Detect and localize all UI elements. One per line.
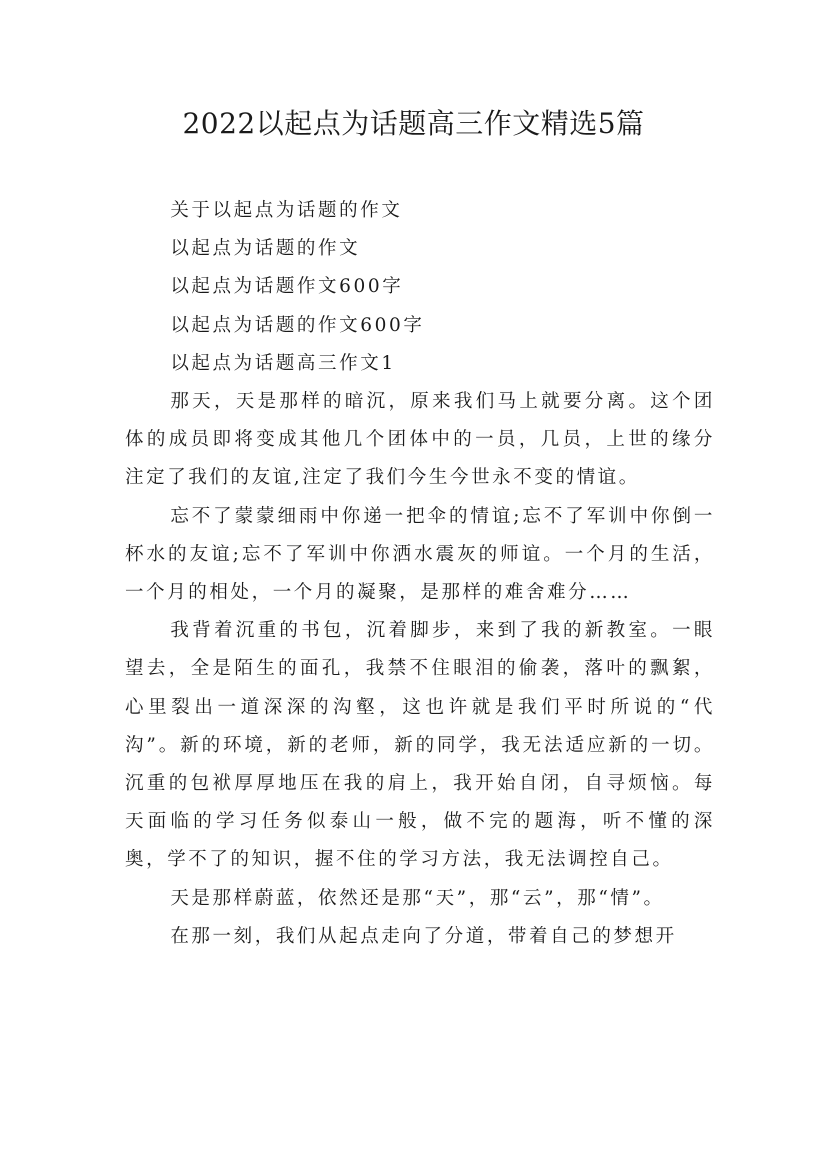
section-heading: 以起点为话题高三作文1 [170,352,396,374]
toc-item: 以起点为话题的作文 [170,238,361,260]
body-paragraph: 天是那样蔚蓝，依然还是那“天”，那“云”，那“情”。 [170,887,665,909]
body-paragraph: 我背着沉重的书包，沉着脚步，来到了我的新教室。一眼望去，全是陌生的面孔，我禁不住眼泪的偷袭，落叶的飘絮，心里裂出一道深深的沟壑，这也许就是我们平时所说的“代沟”。新的环境，新的老师，新的同学，我无法适应新的一切。沉重的包袱厚厚地压在我的肩上，我开始自闭，自寻烦恼。每天面临的学习任务似泰山一般，做不完的题海，听不懂的深奥，学不了的知识，握不住的学习方法，我无法调控自己。 [125,620,715,871]
body-paragraph: 那天，天是那样的暗沉，原来我们马上就要分离。这个团体的成员即将变成其他几个团体中的一员，几员，上世的缘分注定了我们的友谊,注定了我们今生今世永不变的情谊。 [125,391,715,489]
toc-item: 关于以起点为话题的作文 [170,200,403,221]
body-paragraph: 在那一刻，我们从起点走向了分道，带着自己的梦想开 [170,925,677,947]
toc-item: 以起点为话题的作文600字 [170,314,425,336]
toc-item: 以起点为话题作文600字 [170,276,404,298]
document-title: 2022以起点为话题高三作文精选5篇 [182,107,645,140]
document-body [125,192,715,956]
body-paragraph: 忘不了蒙蒙细雨中你递一把伞的情谊;忘不了军训中你倒一杯水的友谊;忘不了军训中你洒水震灰的师谊。一个月的生活，一个月的相处，一个月的凝聚，是那样的难舍难分…… [125,505,715,604]
